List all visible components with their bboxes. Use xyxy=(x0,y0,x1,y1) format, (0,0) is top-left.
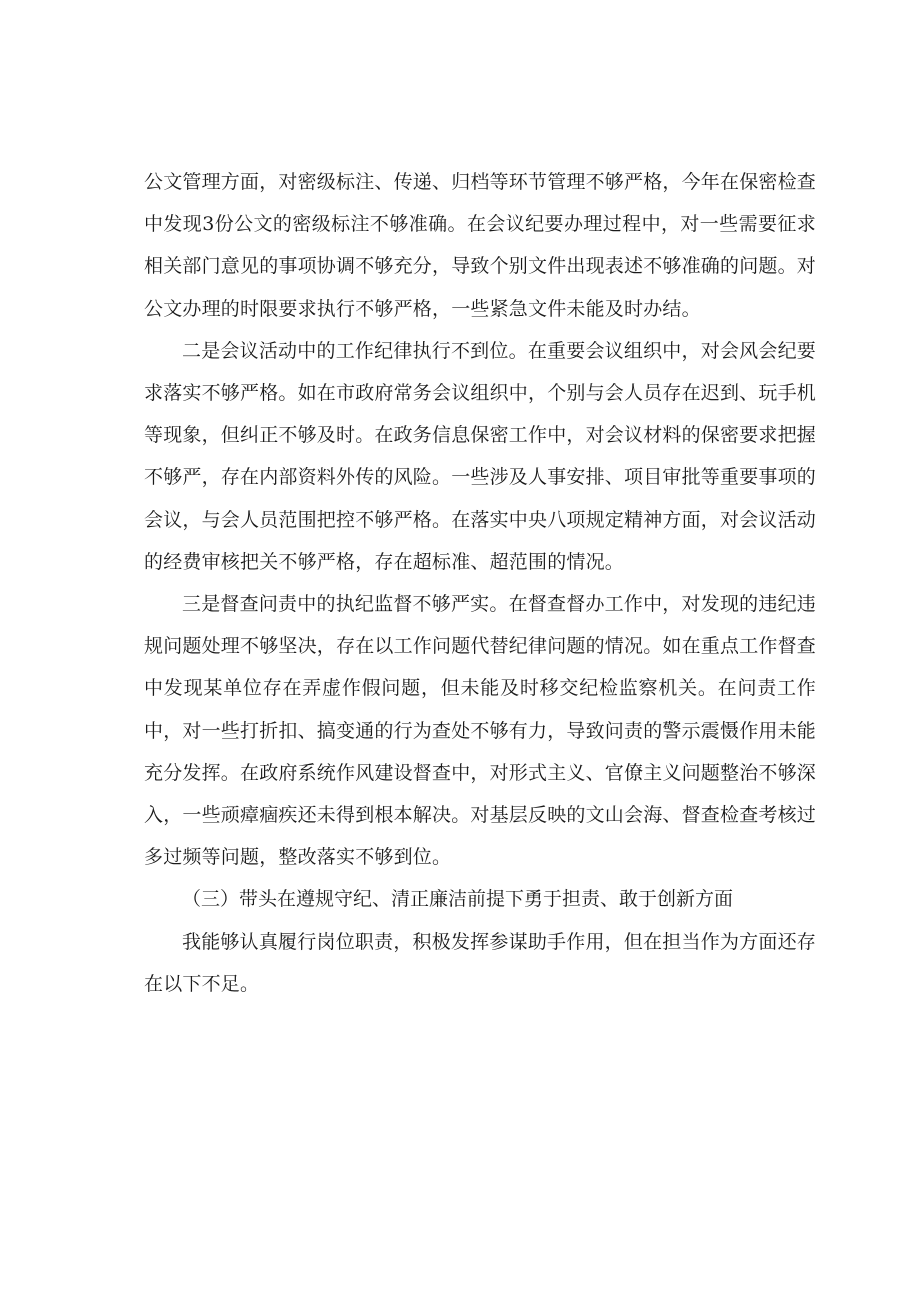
paragraph-continuation: 公文管理方面，对密级标注、传递、归档等环节管理不够严格，今年在保密检查中发现3份公文的密级标注不够准确。在会议纪要办理过程中，对一些需要征求相关部门意见的事项协调不够充分，导致个别文件出现表述不够准确的问题。对公文办理的时限要求执行不够严格，一些紧急文件未能及时办结。 xyxy=(144,171,817,320)
paragraph-supervision-accountability: 三是督查问责中的执纪监督不够严实。在督查督办工作中，对发现的违纪违规问题处理不够坚决，存在以工作问题代替纪律问题的情况。如在重点工作督查中发现某单位存在弄虚作假问题，但未能及时移交纪检监察机关。在问责工作中，对一些打折扣、搞变通的行为查处不够有力，导致问责的警示震慑作用未能充分发挥。在政府系统作风建设督查中，对形式主义、官僚主义问题整治不够深入，一些顽瘴痼疾还未得到根本解决。对基层反映的文山会海、督查检查考核过多过频等问题，整改落实不够到位。 xyxy=(144,593,817,869)
section-heading: （三）带头在遵规守纪、清正廉洁前提下勇于担责、敢于创新方面 xyxy=(182,888,734,911)
paragraph-meeting-discipline: 二是会议活动中的工作纪律执行不到位。在重要会议组织中，对会风会纪要求落实不够严格。如在市政府常务会议组织中，个别与会人员存在迟到、玩手机等现象，但纠正不够及时。在政务信息保密工作中，对会议材料的保密要求把握不够严，存在内部资料外传的风险。一些涉及人事安排、项目审批等重要事项的会议，与会人员范围把控不够严格。在落实中央八项规定精神方面，对会议活动的经费审核把关不够严格，存在超标准、超范围的情况。 xyxy=(144,339,817,573)
document-body xyxy=(144,161,816,1005)
paragraph-responsibility: 我能够认真履行岗位职责，积极发挥参谋助手作用，但在担当作为方面还存在以下不足。 xyxy=(144,930,816,995)
